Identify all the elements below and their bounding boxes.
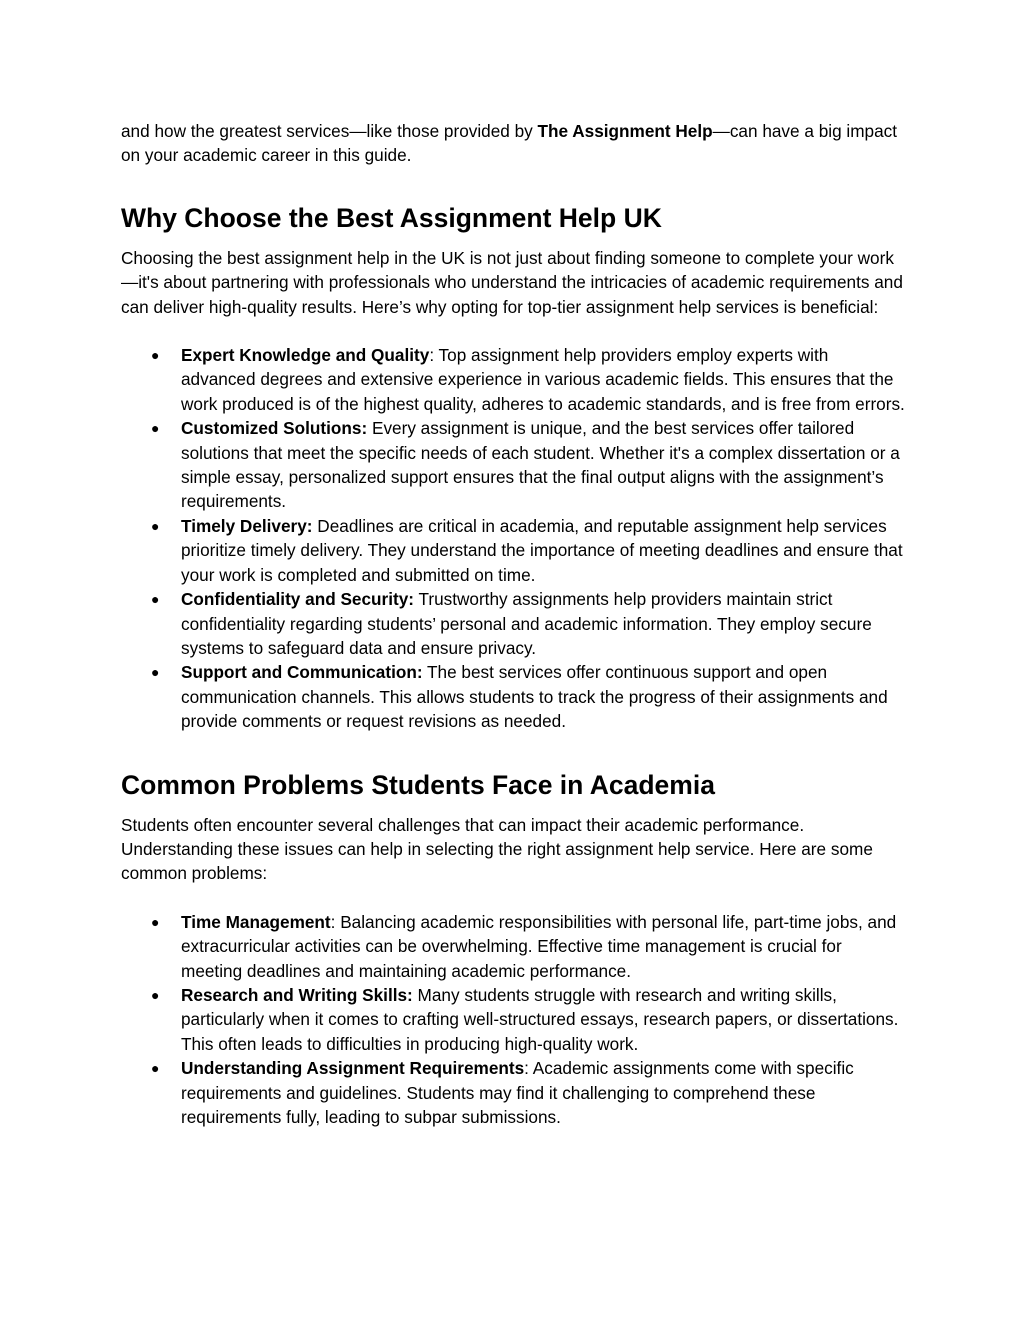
bullet-icon: ● [151, 517, 160, 534]
list-item-text: The best services offer continuous support and open communication channels. This allows students to track the progress of their assignments and provide comments or request revisions as needed. [181, 662, 888, 732]
list-item-text: : Top assignment help providers employ experts with advanced degrees and extensive experience in various academic fields. This ensures that the work produced is of the highest quality, adheres to academic standards, and is free from errors. [181, 345, 905, 414]
list-item [121, 983, 906, 1056]
section-heading-why: Why Choose the Best Assignment Help UK [121, 202, 662, 233]
list-item [121, 660, 906, 733]
list-item [121, 910, 906, 983]
bullet-icon: ● [151, 913, 160, 930]
document-page [121, 119, 906, 1129]
list-item [121, 514, 906, 587]
intro-text-after: —can have a big impact on your academic career in this guide. [121, 121, 898, 166]
list-item-title: Time Management [181, 911, 331, 932]
list-item-title: Customized Solutions: [181, 418, 368, 439]
bullet-icon: ● [151, 347, 160, 364]
bullet-icon: ● [151, 664, 160, 681]
problems-list [121, 910, 906, 1130]
problems-paragraph: Students often encounter several challenges that can impact their academic performance. Understanding these issues can help in selecting the right assignment help service. Here are some common problems: [121, 814, 873, 884]
list-item-title: Expert Knowledge and Quality [181, 345, 430, 366]
list-item-text: Trustworthy assignments help providers maintain strict confidentiality regarding students’ personal and academic information. They employ secure systems to safeguard data and ensure privacy. [181, 589, 872, 658]
list-item [121, 343, 906, 416]
list-item-title: Timely Delivery: [181, 515, 313, 536]
intro-bold-brand: The Assignment Help [537, 121, 713, 141]
list-item-title: Confidentiality and Security: [181, 589, 415, 610]
bullet-icon: ● [151, 420, 160, 437]
list-item-title: Understanding Assignment Requirements [181, 1058, 525, 1079]
bullet-icon: ● [151, 1060, 160, 1077]
bullet-icon: ● [151, 591, 160, 608]
list-item-text: : Academic assignments come with specific requirements and guidelines. Students may find it challenging to comprehend these requirements fully, leading to subpar submissions. [181, 1058, 854, 1127]
bullet-icon: ● [151, 986, 160, 1003]
list-item-text: Every assignment is unique, and the best services offer tailored solutions that meet the specific needs of each student. Whether it's a complex dissertation or a simple essay, personalized support ensures that the final output aligns with the assignment’s requirements. [181, 418, 900, 512]
list-item-title: Support and Communication: [181, 662, 423, 683]
list-item-text: Deadlines are critical in academia, and reputable assignment help services prioritize timely delivery. They understand the importance of meeting deadlines and ensure that your work is completed and submitted on time. [181, 515, 903, 585]
intro-paragraph [121, 119, 906, 168]
list-item [121, 416, 906, 514]
list-item [121, 1056, 906, 1129]
section-heading-problems: Common Problems Students Face in Academia [121, 769, 715, 800]
list-item-title: Research and Writing Skills: [181, 984, 413, 1005]
why-paragraph: Choosing the best assignment help in the UK is not just about finding someone to complete your work—it's about partnering with professionals who understand the intricacies of academic requirements and can deliver high-quality results. Here’s why opting for top-tier assignment help services is beneficial: [121, 247, 903, 317]
benefits-list [121, 343, 906, 734]
list-item [121, 587, 906, 660]
list-item-text: Many students struggle with research and writing skills, particularly when it comes to crafting well-structured essays, research papers, or dissertations. This often leads to difficulties in producing high-quality work. [181, 984, 899, 1054]
intro-text-before: and how the greatest services—like those provided by [121, 121, 538, 141]
list-item-text: : Balancing academic responsibilities with personal life, part-time jobs, and extracurricular activities can be overwhelming. Effective time management is crucial for meeting deadlines and maintaining academic performance. [181, 911, 897, 981]
